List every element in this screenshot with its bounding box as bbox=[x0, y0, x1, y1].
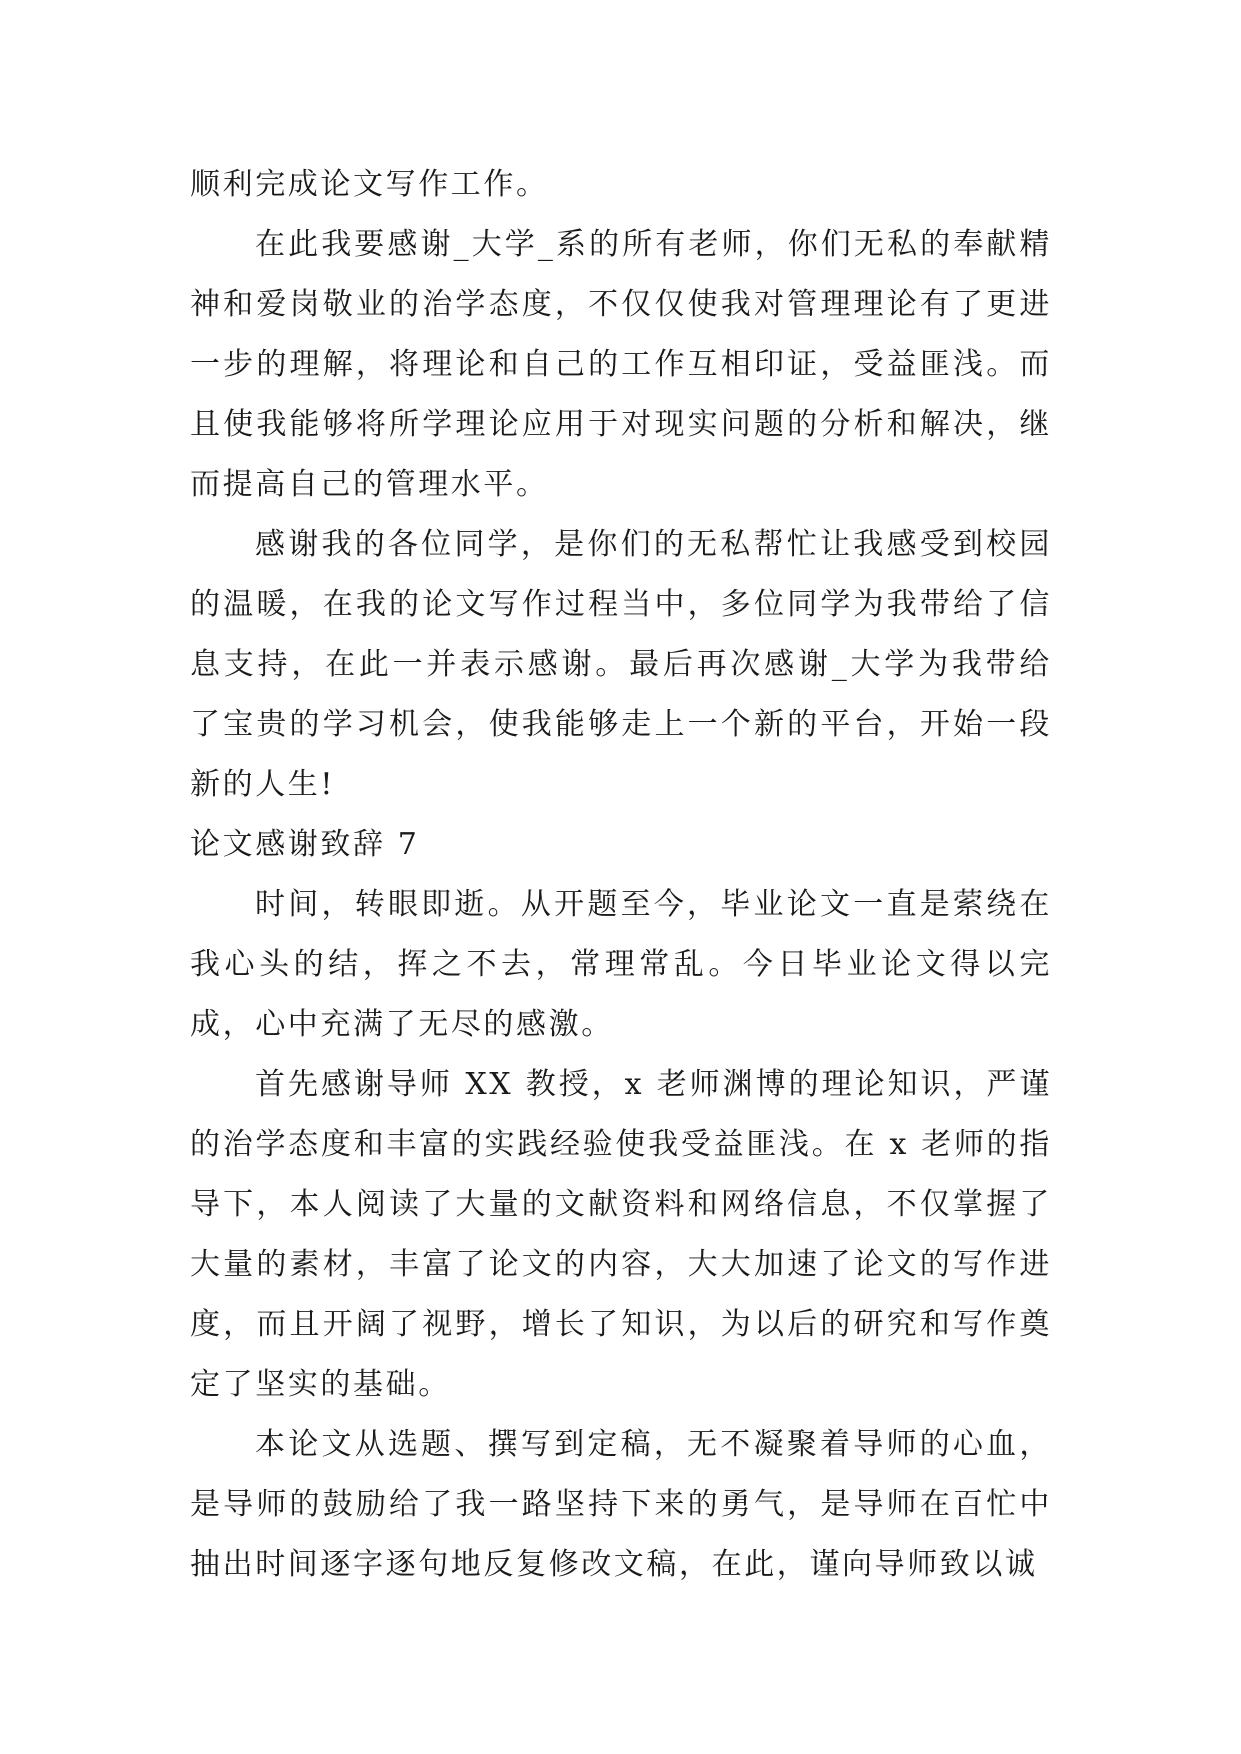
paragraph-thanks-teachers: 在此我要感谢_大学_系的所有老师，你们无私的奉献精神和爱岗敬业的治学态度，不仅仅使我对管理理论有了更进一步的理解，将理论和自己的工作互相印证，受益匪浅。而且使我能够将所学理论应用于对现实问题的分析和解决，继而提高自己的管理水平。 bbox=[190, 227, 1052, 502]
paragraph-continuation: 顺利完成论文写作工作。 bbox=[190, 167, 549, 202]
document-body bbox=[190, 155, 1052, 1595]
section-heading: 论文感谢致辞 7 bbox=[190, 827, 420, 862]
paragraph-time: 时间，转眼即逝。从开题至今，毕业论文一直是萦绕在我心头的结，挥之不去，常理常乱。今日毕业论文得以完成，心中充满了无尽的感激。 bbox=[190, 887, 1052, 1042]
paragraph-thanks-classmates: 感谢我的各位同学，是你们的无私帮忙让我感受到校园的温暖，在我的论文写作过程当中，多位同学为我带给了信息支持，在此一并表示感谢。最后再次感谢_大学为我带给了宝贵的学习机会，使我能够走上一个新的平台，开始一段新的人生! bbox=[190, 527, 1052, 802]
paragraph-advisor-effort: 本论文从选题、撰写到定稿，无不凝聚着导师的心血，是导师的鼓励给了我一路坚持下来的勇气，是导师在百忙中抽出时间逐字逐句地反复修改文稿，在此，谨向导师致以诚 bbox=[190, 1427, 1052, 1582]
paragraph-thanks-advisor: 首先感谢导师 XX 教授，x 老师渊博的理论知识，严谨的治学态度和丰富的实践经验使我受益匪浅。在 x 老师的指导下，本人阅读了大量的文献资料和网络信息，不仅掌握了大量的素材，丰富了论文的内容，大大加速了论文的写作进度，而且开阔了视野，增长了知识，为以后的研究和写作奠定了坚实的基础。 bbox=[190, 1067, 1052, 1402]
